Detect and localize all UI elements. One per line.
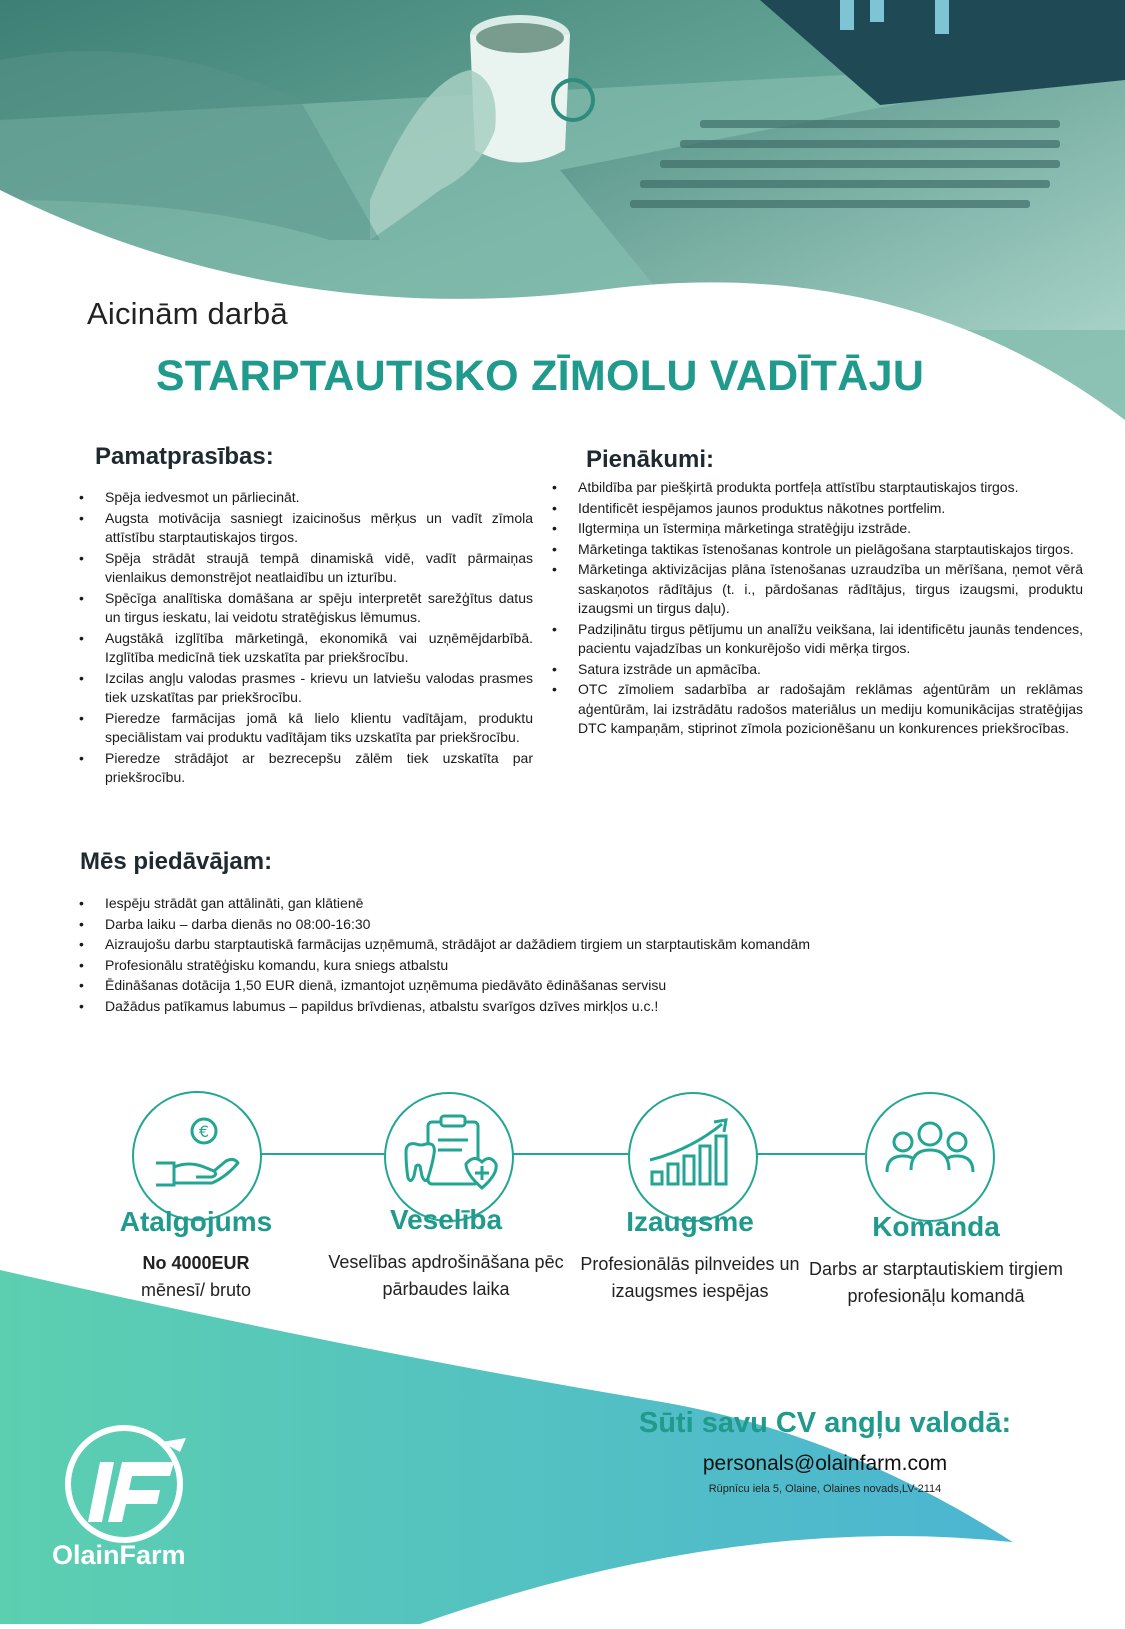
list-item: • Ilgtermiņa un īstermiņa mārketinga stratēģiju izstrāde. [550, 519, 1083, 539]
team-icon [867, 1094, 993, 1220]
list-item: • Spēcīga analītiska domāšana ar spēju interpretēt sarežģītus datus un tirgus ieskatu, lai veidotu stratēģiskus lēmumus. [77, 589, 533, 628]
offer-list [77, 894, 1037, 1017]
benefit-circle [132, 1091, 262, 1221]
list-item: • Aizraujošu darbu starptautiskā farmācijas uzņēmumā, strādājot ar dažādiem tirgiem un starptautiskām komandām [77, 935, 1037, 955]
list-item: • Pieredze farmācijas jomā kā lielo klientu vadītājam, produktu speciālistam vai produktu vadītājam tiks uzskatīta par priekšrocību. [77, 709, 533, 748]
growth-chart-icon [630, 1094, 756, 1220]
list-item: • Padziļinātu tirgus pētījumu un analīžu veikšana, lai identificētu jaunās tendences, pacientu vajadzības un konkurējošo vidi mērķa tirgos. [550, 620, 1083, 659]
cv-heading: Sūti savu CV angļu valodā: [638, 1407, 1012, 1439]
offer-heading: Mēs piedāvājam: [80, 848, 273, 875]
list-item: • Dažādus patīkamus labumus – papildus brīvdienas, atbalstu svarīgos dzīves mirkļos u.c.! [77, 997, 1037, 1017]
duties-list [550, 478, 1083, 740]
benefit-text: Veselības apdrošināšana pēc pārbaudes laika [328, 1252, 564, 1299]
contact-address: Rūpnīcu iela 5, Olaine, Olaines novads,LV-2114 [708, 1483, 942, 1495]
benefit-circle [628, 1092, 758, 1222]
list-item: • Identificēt iespējamos jaunos produktus nākotnes portfelim. [550, 499, 1083, 519]
benefit-title: Izaugsme [626, 1206, 754, 1237]
benefit-circle [384, 1092, 514, 1222]
intro-text: Aicinām darbā [87, 296, 288, 331]
benefit-salary-amount: No 4000EUR [142, 1253, 250, 1273]
list-item: • Mārketinga taktikas īstenošanas kontrole un pielāgošana starptautiskajos tirgos. [550, 540, 1083, 560]
connector-line [750, 1153, 865, 1155]
benefit-title: Atalgojums [119, 1206, 273, 1237]
list-item: • Spēja strādāt straujā tempā dinamiskā vidē, vadīt pārmaiņas vienlaikus demonstrējot neatlaidību un izturību. [77, 549, 533, 588]
list-item: • Atbildība par piešķirtā produkta portfeļa attīstību starptautiskajos tirgos. [550, 478, 1083, 498]
benefit-title: Komanda [872, 1211, 1000, 1242]
benefit-text: Darbs ar starptautiskiem tirgiem profesionāļu komandā [808, 1259, 1064, 1306]
benefit-title: Veselība [389, 1204, 503, 1235]
list-item: • Satura izstrāde un apmācība. [550, 660, 1083, 680]
list-item: • Mārketinga aktivizācijas plāna īstenošanas uzraudzība un mērīšana, ņemot vērā saskaņotos rādītājus (t. i., pārdošanas rādītājus, tirgus izaugsmi, produktu izaugsmi un tirgus daļu). [550, 560, 1083, 619]
list-item: • Izcilas angļu valodas prasmes - krievu un latviešu valodas prasmes tiek uzskatītas par priekšrocību. [77, 669, 533, 708]
health-clipboard-icon [386, 1094, 512, 1220]
benefit-circle [865, 1092, 995, 1222]
list-item: • Profesionālu stratēģisku komandu, kura sniegs atbalstu [77, 956, 1037, 976]
list-item: • Augsta motivācija sasniegt izaicinošus mērķus un vadīt zīmola attīstību starptautiskajos tirgos. [77, 509, 533, 548]
list-item: • Darba laiku – darba dienās no 08:00-16:30 [77, 915, 1037, 935]
list-item: • OTC zīmoliem sadarbība ar radošajām reklāmas aģentūrām un reklāmas aģentūrām, lai izstrādātu radošos materiālus un mediju komunikācijas stratēģijas DTC kampaņām, stiprinot zīmola pozicionēšanu un konkurences priekšrocības. [550, 680, 1083, 739]
list-item: • Augstākā izglītība mārketingā, ekonomikā vai uzņēmējdarbībā. Izglītība medicīnā tiek uzskatīta par priekšrocību. [77, 629, 533, 668]
hand-euro-icon [134, 1093, 260, 1219]
contact-email-link[interactable]: personals@olainfarm.com [702, 1452, 948, 1475]
duties-heading: Pienākumi: [586, 446, 715, 473]
list-item: • Ēdināšanas dotācija 1,50 EUR dienā, izmantojot uzņēmuma piedāvāto ēdināšanas servisu [77, 976, 1037, 996]
benefit-text: Profesionālās pilnveides un izaugsmes iespējas [580, 1254, 800, 1301]
brand-name: OlainFarm [52, 1540, 186, 1570]
list-item: • Spēja iedvesmot un pārliecināt. [77, 488, 533, 508]
list-item: • Pieredze strādājot ar bezrecepšu zālēm tiek uzskatīta par priekšrocību. [77, 749, 533, 788]
svg-text:€: € [198, 1122, 210, 1141]
job-title: STARPTAUTISKO ZĪMOLU VADĪTĀJU [155, 352, 925, 400]
connector-line [505, 1153, 630, 1155]
connector-line [260, 1153, 390, 1155]
benefit-salary-period: mēnesī/ bruto [140, 1280, 252, 1300]
list-item: • Iespēju strādāt gan attālināti, gan klātienē [77, 894, 1037, 914]
requirements-list [77, 488, 533, 789]
requirements-heading: Pamatprasības: [95, 443, 274, 470]
